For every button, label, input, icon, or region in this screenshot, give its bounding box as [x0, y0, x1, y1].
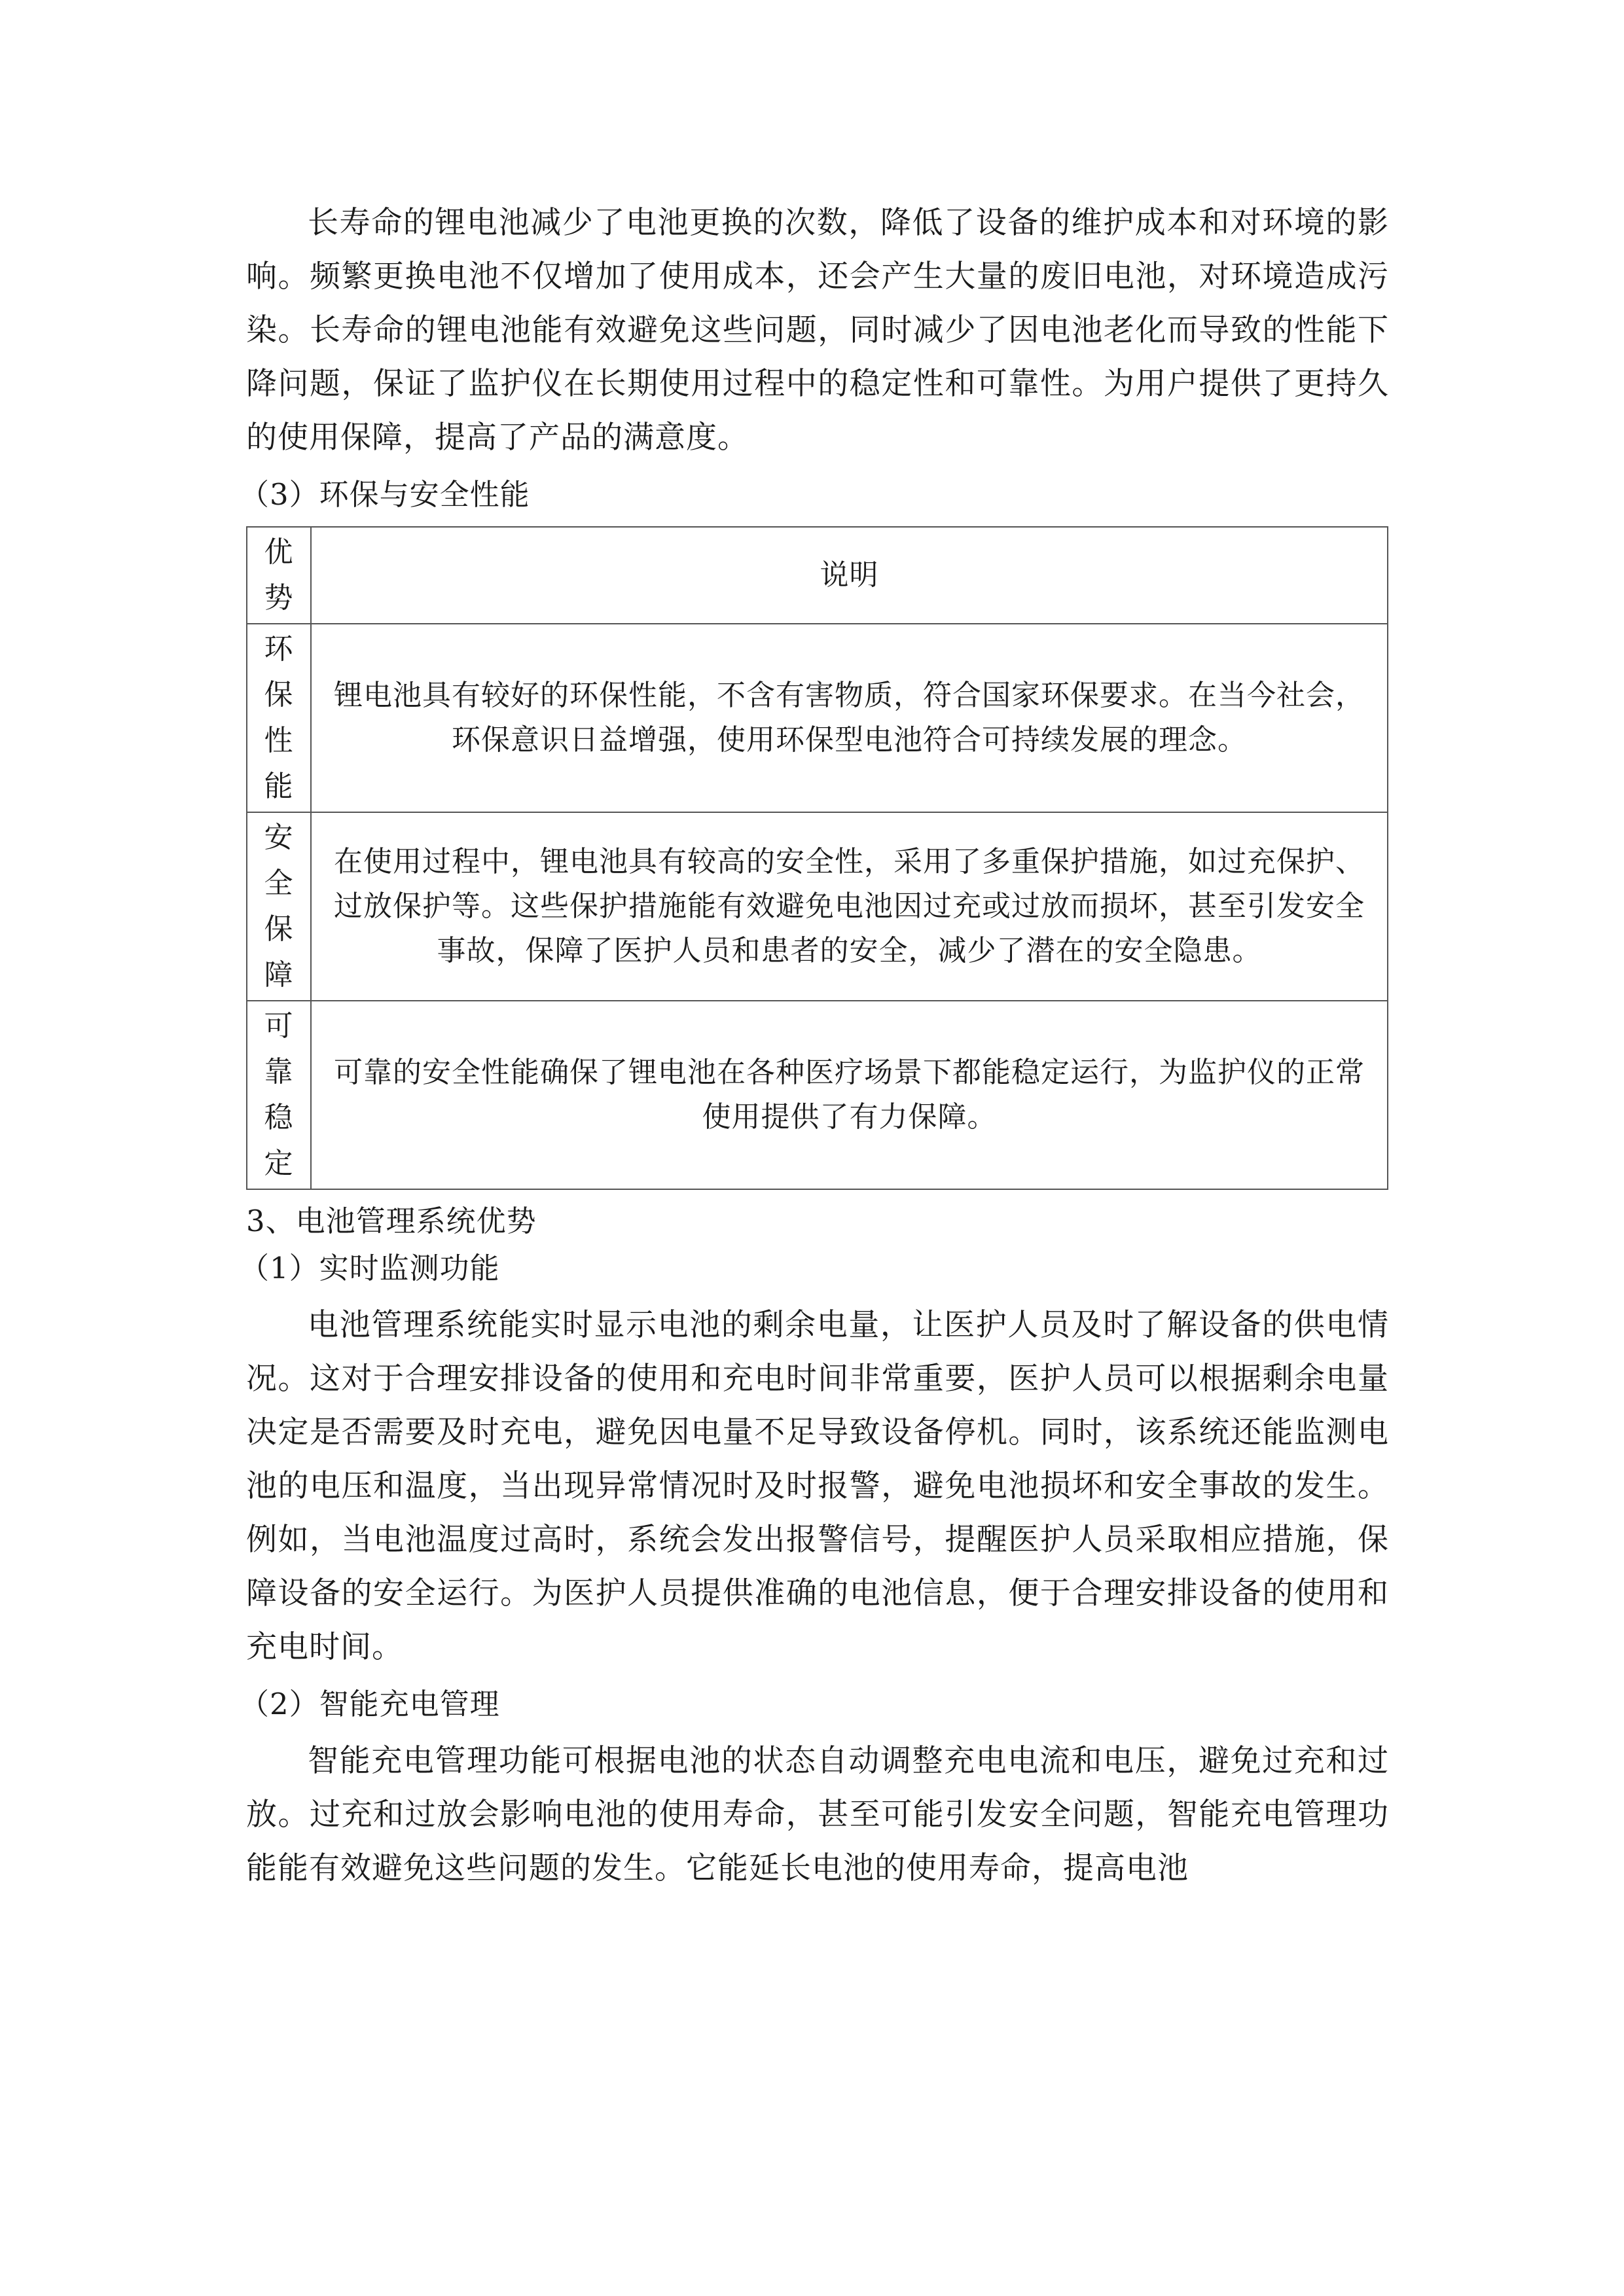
heading-realtime-monitoring: （1）实时监测功能 — [240, 1251, 500, 1285]
paragraph-long-life: 长寿命的锂电池减少了电池更换的次数，降低了设备的维护成本和对环境的影响。频繁更换电池不仅增加了使用成本，还会产生大量的废旧电池，对环境造成污染。长寿命的锂电池能有效避免这些问题，同时减少了因电池老化而导致的性能下降问题，保证了监护仪在长期使用过程中的稳定性和可靠性。为用户提供了更持久的使用保障，提高了产品的满意度。 — [246, 205, 1389, 456]
table-row-desc: 在使用过程中，锂电池具有较高的安全性，采用了多重保护措施，如过充保护、过放保护等。这些保护措施能有效避免电池因过充或过放而损坏，甚至引发安全事故，保障了医护人员和患者的安全，减少了潜在的安全隐患。 — [311, 812, 1388, 1001]
table-row-key: 安 全 保 障 — [247, 812, 311, 1001]
paragraph-smart-charging: 智能充电管理功能可根据电池的状态自动调整充电电流和电压，避免过充和过放。过充和过放会影响电池的使用寿命，甚至可能引发安全问题，智能充电管理功能能有效避免这些问题的发生。它能延长电池的使用寿命，提高电池 — [246, 1743, 1389, 1886]
table-header-row — [247, 527, 1388, 624]
table-row — [247, 812, 1388, 1001]
advantages-table — [246, 526, 1388, 1190]
table-row-key: 可 靠 稳 定 — [247, 1001, 311, 1189]
heading-smart-charging: （2）智能充电管理 — [240, 1687, 500, 1721]
table-row — [247, 624, 1388, 812]
heading-env-safety: （3）环保与安全性能 — [240, 477, 530, 512]
table-header-desc: 说明 — [311, 527, 1388, 624]
paragraph-realtime-monitoring: 电池管理系统能实时显示电池的剩余电量，让医护人员及时了解设备的供电情况。这对于合理安排设备的使用和充电时间非常重要，医护人员可以根据剩余电量决定是否需要及时充电，避免因电量不足导致设备停机。同时，该系统还能监测电池的电压和温度，当出现异常情况时及时报警，避免电池损坏和安全事故的发生。例如，当电池温度过高时，系统会发出报警信号，提醒医护人员采取相应措施，保障设备的安全运行。为医护人员提供准确的电池信息，便于合理安排设备的使用和充电时间。 — [246, 1307, 1389, 1665]
document-page — [240, 196, 1389, 1895]
heading-bms-advantages: 3、电池管理系统优势 — [246, 1204, 537, 1238]
table-row-key: 环 保 性 能 — [247, 624, 311, 812]
table-row-desc: 可靠的安全性能确保了锂电池在各种医疗场景下都能稳定运行，为监护仪的正常使用提供了有力保障。 — [311, 1001, 1388, 1189]
table-row-desc: 锂电池具有较好的环保性能，不含有害物质，符合国家环保要求。在当今社会，环保意识日益增强，使用环保型电池符合可持续发展的理念。 — [311, 624, 1388, 812]
table-row — [247, 1001, 1388, 1189]
table-header-key: 优 势 — [247, 527, 311, 624]
